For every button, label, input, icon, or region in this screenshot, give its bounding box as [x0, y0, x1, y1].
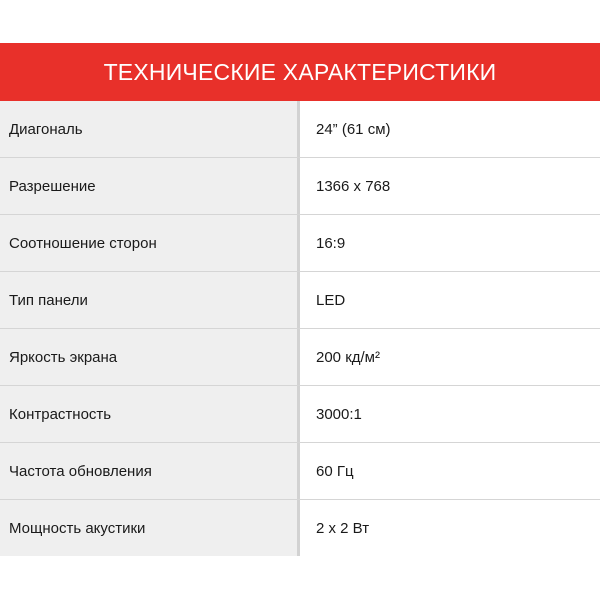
spec-title: ТЕХНИЧЕСКИЕ ХАРАКТЕРИСТИКИ [103, 58, 497, 85]
spec-value: 200 кд/м² [300, 329, 600, 385]
spec-value: 1366 x 768 [300, 158, 600, 214]
spec-row-speaker-power [0, 500, 600, 556]
spec-row-refresh-rate [0, 443, 600, 500]
spec-card [0, 43, 600, 556]
spec-header [0, 43, 600, 101]
spec-label: Соотношение сторон [0, 215, 300, 271]
spec-row-aspect-ratio [0, 215, 600, 272]
spec-label: Диагональ [0, 101, 300, 157]
spec-label: Мощность акустики [0, 500, 300, 556]
spec-label: Контрастность [0, 386, 300, 442]
spec-row-brightness [0, 329, 600, 386]
spec-value: 16:9 [300, 215, 600, 271]
spec-row-resolution [0, 158, 600, 215]
spec-row-contrast [0, 386, 600, 443]
spec-row-diagonal [0, 101, 600, 158]
spec-row-panel-type [0, 272, 600, 329]
spec-label: Частота обновления [0, 443, 300, 499]
spec-label: Яркость экрана [0, 329, 300, 385]
spec-label: Тип панели [0, 272, 300, 328]
spec-value: 3000:1 [300, 386, 600, 442]
spec-value: 60 Гц [300, 443, 600, 499]
spec-label: Разрешение [0, 158, 300, 214]
spec-value: 2 x 2 Вт [300, 500, 600, 556]
spec-table [0, 101, 600, 556]
spec-value: 24” (61 см) [300, 101, 600, 157]
spec-value: LED [300, 272, 600, 328]
